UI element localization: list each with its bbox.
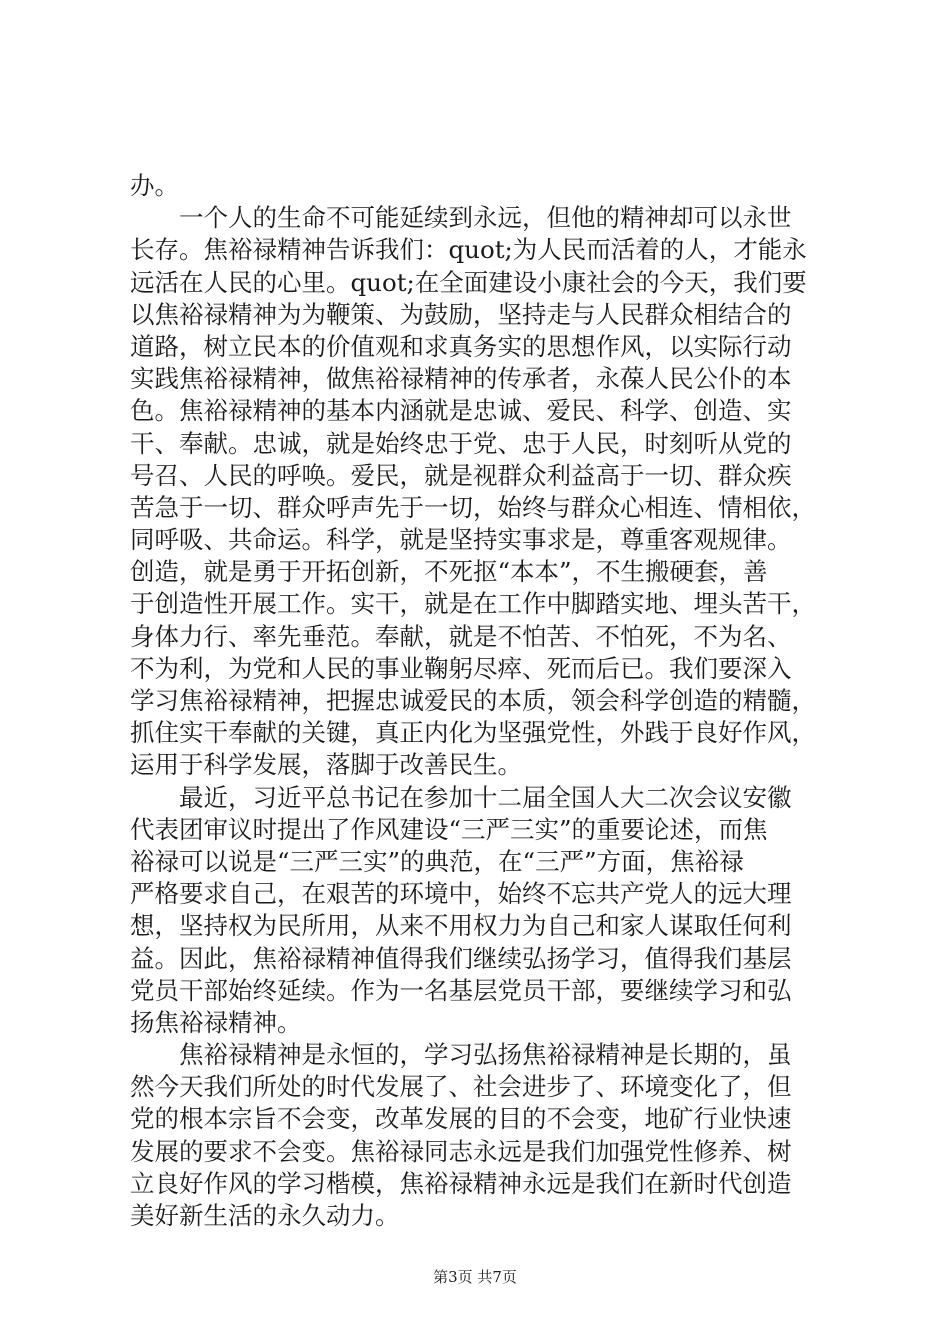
text-line: 裕禄可以说是“三严三实”的典范，在“三严”方面，焦裕禄: [130, 846, 744, 876]
text-line: 然今天我们所处的时代发展了、社会进步了、环境变化了，但: [130, 1072, 792, 1102]
text-line: 号召、人民的呼唤。爱民，就是视群众利益高于一切、群众疾: [130, 460, 792, 490]
text-line: 党员干部始终延续。作为一名基层党员干部，要继续学习和弘: [130, 975, 792, 1005]
text-line: 不为利，为党和人民的事业鞠躬尽瘁、死而后已。我们要深入: [130, 653, 792, 683]
text-line: 严格要求自己，在艰苦的环境中，始终不忘共产党人的远大理: [130, 879, 792, 909]
text-line: 以焦裕禄精神为为鞭策、为鼓励，坚持走与人民群众相结合的: [130, 299, 792, 329]
text-line: 发展的要求不会变。焦裕禄同志永远是我们加强党性修养、树: [130, 1136, 792, 1166]
text-line: 远活在人民的心里。quot;在全面建设小康社会的今天，我们要: [130, 267, 807, 297]
text-line: 美好新生活的永久动力。: [130, 1201, 400, 1230]
text-line: 道路，树立民本的价值观和求真务实的思想作风，以实际行动: [130, 331, 792, 361]
text-line: 扬焦裕禄精神。: [130, 1007, 302, 1037]
text-line: 干、奉献。忠诚，就是始终忠于党、忠于人民，时刻听从党的: [130, 428, 792, 458]
text-line: 代表团审议时提出了作风建设“三严三实”的重要论述，而焦: [130, 814, 768, 844]
text-line: 立良好作风的学习楷模，焦裕禄精神永远是我们在新时代创造: [130, 1168, 792, 1198]
text-line: 实践焦裕禄精神，做焦裕禄精神的传承者，永葆人民公仆的本: [130, 364, 792, 394]
text-line: 最近，习近平总书记在参加十二届全国人大二次会议安徽: [179, 782, 792, 812]
text-line: 同呼吸、共命运。科学，就是坚持实事求是，尊重客观规律。: [130, 525, 792, 555]
text-line: 益。因此，焦裕禄精神值得我们继续弘扬学习，值得我们基层: [130, 943, 792, 973]
text-line: 焦裕禄精神是永恒的，学习弘扬焦裕禄精神是长期的，虽: [179, 1040, 792, 1070]
text-line: 长存。焦裕禄精神告诉我们：quot;为人民而活着的人，才能永: [130, 235, 807, 265]
text-line: 运用于科学发展，落脚于改善民生。: [130, 750, 522, 780]
text-line: 身体力行、率先垂范。奉献，就是不怕苦、不怕死，不为名、: [130, 621, 792, 651]
text-line: 办。: [130, 171, 179, 200]
text-line: 一个人的生命不可能延续到永远，但他的精神却可以永世: [179, 203, 792, 233]
text-line: 创造，就是勇于开拓创新，不死抠“本本”，不生搬硬套，善: [130, 557, 768, 587]
text-line: 苦急于一切、群众呼声先于一切，始终与群众心相连、情相依，: [130, 492, 816, 522]
text-line: 色。焦裕禄精神的基本内涵就是忠诚、爱民、科学、创造、实: [130, 396, 792, 426]
text-line: 于创造性开展工作。实干，就是在工作中脚踏实地、埋头苦干，: [130, 589, 816, 619]
text-line: 抓住实干奉献的关键，真正内化为坚强党性，外践于良好作风，: [130, 718, 816, 748]
text-line: 党的根本宗旨不会变，改革发展的目的不会变，地矿行业快速: [130, 1104, 792, 1134]
text-line: 学习焦裕禄精神，把握忠诚爱民的本质，领会科学创造的精髓，: [130, 686, 816, 715]
document-body: [130, 170, 830, 1232]
text-line: 想，坚持权为民所用，从来不用权力为自己和家人谋取任何利: [130, 911, 792, 941]
page-footer: 第3页 共7页: [433, 1268, 517, 1286]
